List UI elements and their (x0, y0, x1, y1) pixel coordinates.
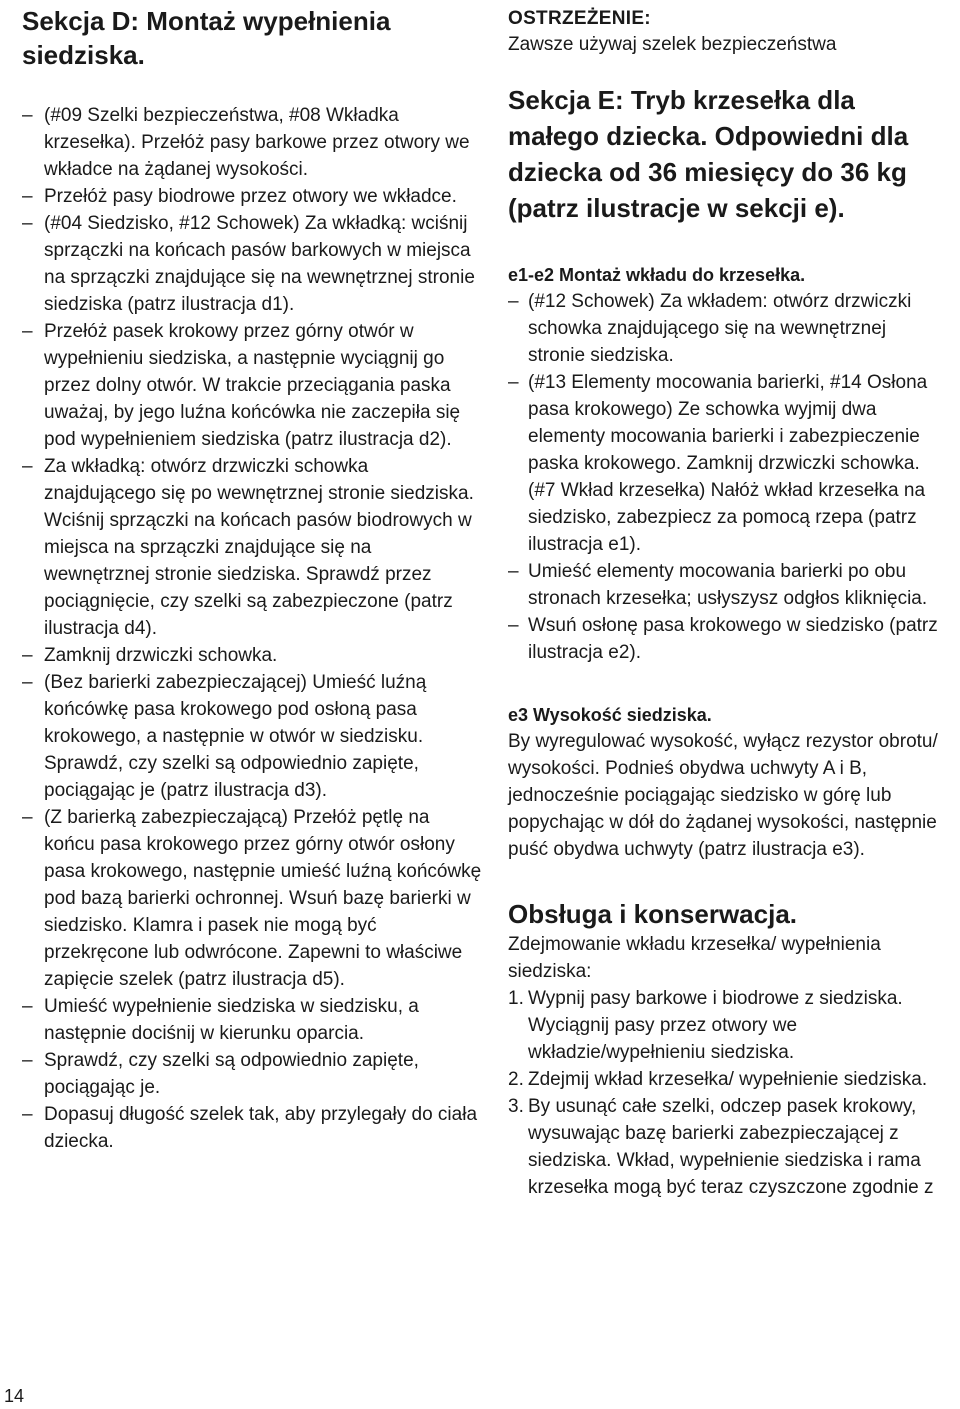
step-text: (#12 Schowek) Za wkładem: otwórz drzwiczki schowka znajdującego się na wewnętrznej stronie siedziska. (528, 291, 912, 366)
warning-text: Zawsze używaj szelek bezpieczeństwa (508, 34, 837, 55)
list-item (22, 453, 482, 642)
dash-bullet: – (22, 996, 33, 1017)
dash-bullet: – (508, 561, 519, 582)
section-d-title: Sekcja D: Montaż wypełnienia siedziska. (22, 6, 391, 70)
list-item (22, 183, 482, 210)
dash-bullet: – (508, 291, 519, 312)
step-text: Za wkładką: otwórz drzwiczki schowka znajdującego się po wewnętrznej stronie siedziska. Wciśnij sprzączki na końcach pasów biodrowych w miejsca na sprzączki znajdujące się na wewnętrznej stronie siedziska. Sprawdź przez pociągnięcie, czy szelki są zabezpieczone (patrz ilustracja d4). (44, 456, 474, 639)
step-text: (#13 Elementy mocowania barierki, #14 Osłona pasa krokowego) Ze schowka wyjmij dwa elementy mocowania barierki i zabezpieczenie paska krokowego. Zamknij drzwiczki schowka. (528, 372, 928, 474)
list-item (22, 318, 482, 453)
left-column (22, 0, 482, 1155)
list-item (22, 1047, 482, 1101)
step-text: By usunąć całe szelki, odczep pasek krokowy, wysuwając bazę barierki zabezpieczającej z siedziska. Wkład, wypełnienie siedziska i rama krzesełka mogą być teraz czyszczone zgodnie z (528, 1096, 934, 1198)
dash-bullet: – (22, 105, 33, 126)
list-item (508, 477, 948, 558)
list-item (508, 612, 948, 666)
dash-bullet: – (508, 372, 519, 393)
list-item (22, 210, 482, 318)
step-text: Umieść wypełnienie siedziska w siedzisku, a następnie dociśnij w kierunku oparcia. (44, 996, 419, 1044)
step-text: Umieść elementy mocowania barierki po obu stronach krzesełka; usłyszysz odgłos kliknięcia. (528, 561, 928, 609)
dash-bullet: – (22, 672, 33, 693)
dash-bullet: – (22, 213, 33, 234)
step-text: Wsuń osłonę pasa krokowego w siedzisko (patrz ilustracja e2). (528, 615, 938, 663)
list-item (508, 1093, 948, 1201)
step-text: (Bez barierki zabezpieczającej) Umieść luźną końcówkę pasa krokowego pod osłoną pasa krokowego, a następnie w otwór w siedzisku. Sprawdź, czy szelki są odpowiednio zapięte, pociągając je (patrz ilustracja d3). (44, 672, 427, 801)
list-item (22, 642, 482, 669)
list-item (508, 985, 948, 1066)
item-number: 3. (508, 1096, 524, 1117)
step-text: Wypnij pasy barkowe i biodrowe z siedziska. Wyciągnij pasy przez otwory we wkładzie/wypełnieniu siedziska. (528, 988, 903, 1063)
dash-bullet: – (22, 321, 33, 342)
maintenance-intro: Zdejmowanie wkładu krzesełka/ wypełnienia siedziska: (508, 934, 881, 982)
step-text: Zdejmij wkład krzesełka/ wypełnienie siedziska. (528, 1069, 928, 1090)
dash-bullet: – (508, 615, 519, 636)
step-text: Sprawdź, czy szelki są odpowiednio zapięte, pociągając je. (44, 1050, 419, 1098)
list-item (22, 1101, 482, 1155)
list-item (508, 1066, 948, 1093)
step-text: Dopasuj długość szelek tak, aby przylegały do ciała dziecka. (44, 1104, 478, 1152)
list-item (508, 288, 948, 369)
list-item (22, 993, 482, 1047)
step-text: Przełóż pasy biodrowe przez otwory we wkładce. (44, 186, 457, 207)
dash-bullet: – (22, 456, 33, 477)
page-number: 14 (4, 1386, 25, 1406)
e1-e2-steps (508, 288, 948, 666)
step-text: Zamknij drzwiczki schowka. (44, 645, 278, 666)
dash-bullet: – (22, 645, 33, 666)
step-text: (#04 Siedzisko, #12 Schowek) Za wkładką: wciśnij sprzączki na końcach pasów barkowych w miejsca na sprzączki znajdujące się na wewnętrznej stronie siedziska (patrz ilustracja d1). (44, 213, 475, 315)
right-column (508, 0, 948, 1201)
list-item (22, 669, 482, 804)
dash-bullet: – (22, 807, 33, 828)
warning-block (508, 6, 948, 58)
maintenance-title: Obsługa i konserwacja. (508, 899, 797, 929)
e3-heading: e3 Wysokość siedziska. (508, 705, 712, 725)
list-item (22, 804, 482, 993)
warning-heading: OSTRZEŻENIE: (508, 8, 651, 29)
section-d-steps (22, 102, 482, 1155)
e1-e2-heading: e1-e2 Montaż wkładu do krzesełka. (508, 265, 806, 285)
item-number: 1. (508, 988, 524, 1009)
step-text: (#09 Szelki bezpieczeństwa, #08 Wkładka krzesełka). Przełóż pasy barkowe przez otwory we wkładce na żądanej wysokości. (44, 105, 470, 180)
section-e-title: Sekcja E: Tryb krzesełka dla małego dziecka. Odpowiedni dla dziecka od 36 miesięcy do 36 kg (patrz ilustracje w sekcji e). (508, 85, 909, 223)
list-item (508, 558, 948, 612)
dash-bullet: – (22, 1104, 33, 1125)
list-item (22, 102, 482, 183)
step-text: (Z barierką zabezpieczającą) Przełóż pętlę na końcu pasa krokowego przez górny otwór osłony pasa krokowego, następnie umieść luźną końcówkę pod bazą barierki ochronnej. Wsuń bazę barierki w siedzisko. Klamra i pasek nie mogą być przekręcone lub odwrócone. Zapewni to właściwe zapięcie szelek (patrz ilustracja d5). (44, 807, 482, 990)
item-number: 2. (508, 1069, 524, 1090)
dash-bullet: – (22, 1050, 33, 1071)
e3-text: By wyregulować wysokość, wyłącz rezystor obrotu/ wysokości. Podnieś obydwa uchwyty A i B, jednocześnie pociągając siedzisko w górę lub popychając w dół do żądanej wysokości, następnie puść obydwa uchwyty (patrz ilustracja e3). (508, 731, 938, 860)
step-text: Przełóż pasek krokowy przez górny otwór w wypełnieniu siedziska, a następnie wyciągnij go przez dolny otwór. W trakcie przeciągania paska uważaj, by jego luźna końcówka nie zaczepiła się pod wypełnieniem siedziska (patrz ilustracja d2). (44, 321, 461, 450)
maintenance-steps (508, 985, 948, 1201)
dash-bullet: – (22, 186, 33, 207)
step-text: (#7 Wkład krzesełka) Nałóż wkład krzesełka na siedzisko, zabezpiecz za pomocą rzepa (patrz ilustracja e1). (528, 480, 926, 555)
list-item (508, 369, 948, 477)
